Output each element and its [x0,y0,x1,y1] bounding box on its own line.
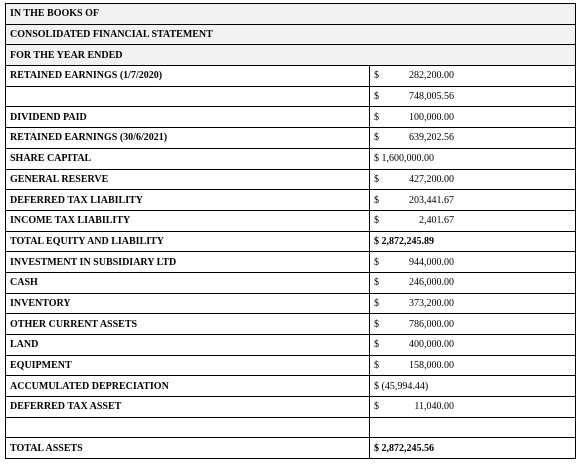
table-row [6,335,576,356]
row-label: GENERAL RESERVE [6,169,370,190]
row-amount-cell [370,169,576,190]
row-label: LAND [6,335,370,356]
row-amount-cell [370,252,576,273]
table-row [6,169,576,190]
amount-value: 944,000.00 [409,256,454,268]
table-row [6,128,576,149]
table-row [6,190,576,211]
row-amount-cell [370,397,576,418]
row-label: TOTAL EQUITY AND LIABILITY [6,231,370,252]
row-amount-cell [370,376,576,397]
currency-symbol: $ [374,215,379,227]
table-row [6,355,576,376]
amount-value: 400,000.00 [409,339,454,351]
table-row [6,417,576,438]
table-row [6,231,576,252]
row-amount-cell [370,128,576,149]
header-cell: CONSOLIDATED FINANCIAL STATEMENT [6,24,576,45]
row-amount-cell [370,66,576,87]
currency-symbol: $ [374,256,379,268]
header-row [6,24,576,45]
row-label [6,86,370,107]
consolidated-statement-table [5,3,576,459]
amount-value: $ 2,872,245.89 [374,235,434,247]
row-label: DEFERRED TAX LIABILITY [6,190,370,211]
table-row [6,210,576,231]
amount-value: 2,401.67 [419,215,454,227]
amount-value: $ (45,994.44) [374,380,429,392]
currency-symbol: $ [374,360,379,372]
currency-symbol: $ [374,318,379,330]
row-amount-cell [370,417,576,438]
row-amount-cell [370,293,576,314]
amount-value: 427,200.00 [409,173,454,185]
amount-value: 246,000.00 [409,277,454,289]
currency-symbol: $ [374,194,379,206]
currency-symbol: $ [374,173,379,185]
row-amount-cell [370,86,576,107]
amount-value: 203,441.67 [409,194,454,206]
row-amount-cell [370,335,576,356]
table-row [6,438,576,459]
header-cell: IN THE BOOKS OF [6,4,576,25]
row-amount-cell [370,438,576,459]
amount-value: 11,040.00 [414,401,454,413]
currency-symbol: $ [374,70,379,82]
table-row [6,107,576,128]
row-label: EQUIPMENT [6,355,370,376]
header-row [6,4,576,25]
header-row [6,45,576,66]
table-row [6,252,576,273]
amount-value: 748,005.56 [409,91,454,103]
row-label: TOTAL ASSETS [6,438,370,459]
row-label: CASH [6,272,370,293]
row-label: DIVIDEND PAID [6,107,370,128]
currency-symbol: $ [374,111,379,123]
table-row [6,148,576,169]
amount-value: 158,000.00 [409,360,454,372]
amount-value: 786,000.00 [409,318,454,330]
amount-value: 100,000.00 [409,111,454,123]
header-cell: FOR THE YEAR ENDED [6,45,576,66]
row-label: SHARE CAPITAL [6,148,370,169]
row-label: ACCUMULATED DEPRECIATION [6,376,370,397]
row-label: OTHER CURRENT ASSETS [6,314,370,335]
table-row [6,86,576,107]
table-row [6,314,576,335]
amount-value: 639,202.56 [409,132,454,144]
row-label: DEFERRED TAX ASSET [6,397,370,418]
amount-value: $ 1,600,000.00 [374,153,434,165]
row-amount-cell [370,314,576,335]
currency-symbol: $ [374,297,379,309]
row-label: INVENTORY [6,293,370,314]
row-amount-cell [370,210,576,231]
currency-symbol: $ [374,401,379,413]
table-row [6,397,576,418]
row-label: INVESTMENT IN SUBSIDIARY LTD [6,252,370,273]
currency-symbol: $ [374,132,379,144]
table-row [6,293,576,314]
table-row [6,376,576,397]
row-label: RETAINED EARNINGS (30/6/2021) [6,128,370,149]
amount-value: 373,200.00 [409,297,454,309]
row-amount-cell [370,107,576,128]
row-amount-cell [370,272,576,293]
row-label [6,417,370,438]
table-row [6,272,576,293]
statement-body [6,4,576,459]
currency-symbol: $ [374,277,379,289]
row-amount-cell [370,148,576,169]
row-amount-cell [370,190,576,211]
row-label: INCOME TAX LIABILITY [6,210,370,231]
currency-symbol: $ [374,339,379,351]
row-label: RETAINED EARNINGS (1/7/2020) [6,66,370,87]
amount-value: $ 2,872,245.56 [374,442,434,454]
table-row [6,66,576,87]
currency-symbol: $ [374,91,379,103]
amount-value: 282,200.00 [409,70,454,82]
row-amount-cell [370,231,576,252]
row-amount-cell [370,355,576,376]
